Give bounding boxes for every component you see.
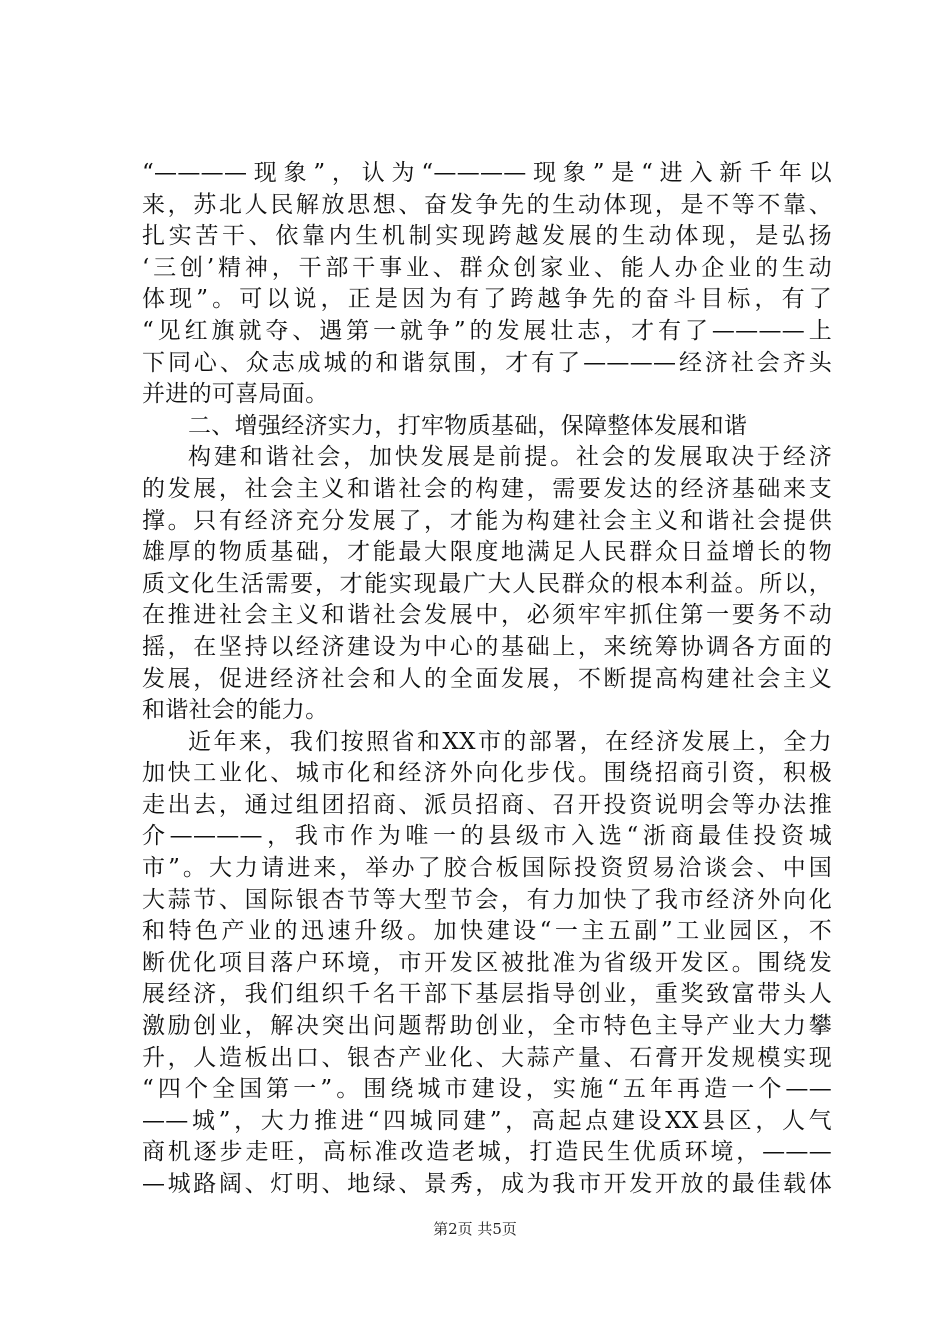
text-line: 近年来，我们按照省和XX市的部署，在经济发展上，全力: [188, 728, 832, 755]
text-line: 二、增强经济实力，打牢物质基础，保障整体发展和谐: [188, 412, 748, 439]
text-line: 的发展，社会主义和谐社会的构建，需要发达的经济基础来支: [142, 475, 832, 502]
text-line: 介————，我市作为唯一的县级市入选“浙商最佳投资城: [142, 823, 832, 850]
text-line: 下同心、众志成城的和谐氛围，才有了————经济社会齐头: [142, 349, 832, 376]
text-line: 展经济，我们组织千名干部下基层指导创业，重奖致富带头人: [142, 981, 832, 1008]
text-line: 市”。大力请进来，举办了胶合板国际投资贸易洽谈会、中国: [142, 855, 832, 882]
text-line: 摇，在坚持以经济建设为中心的基础上，来统筹协调各方面的: [142, 633, 832, 660]
text-line: “四个全国第一”。围绕城市建设，实施“五年再造一个——: [142, 1076, 832, 1103]
text-line: 体现”。可以说，正是因为有了跨越争先的奋斗目标，有了: [142, 286, 832, 313]
text-line: 撑。只有经济充分发展了，才能为构建社会主义和谐社会提供: [142, 507, 832, 534]
text-line: 商机逐步走旺，高标准改造老城，打造民生优质环境，———: [142, 1139, 832, 1166]
text-line: 和谐社会的能力。: [142, 697, 329, 724]
text-line: 断优化项目落户环境，市开发区被批准为省级开发区。围绕发: [142, 949, 832, 976]
text-line: 在推进社会主义和谐社会发展中，必须牢牢抓住第一要务不动: [142, 602, 832, 629]
text-line: 扎实苦干、依靠内生机制实现跨越发展的生动体现，是弘扬: [142, 223, 832, 250]
text-line: ——城”，大力推进“四城同建”，高起点建设XX县区，人气: [142, 1107, 832, 1134]
document-body: [142, 158, 832, 1201]
text-line: —城路阔、灯明、地绿、景秀，成为我市开发开放的最佳载体: [142, 1171, 832, 1197]
text-line: “————现象”，认为“————现象”是“进入新千年以: [142, 160, 832, 186]
text-line: 雄厚的物质基础，才能最大限度地满足人民群众日益增长的物: [142, 539, 832, 566]
page-number-footer: 第2页 共5页: [433, 1220, 517, 1238]
text-line: 大蒜节、国际银杏节等大型节会，有力加快了我市经济外向化: [142, 886, 832, 913]
text-line: 和特色产业的迅速升级。加快建设“一主五副”工业园区，不: [142, 918, 832, 945]
text-line: 加快工业化、城市化和经济外向化步伐。围绕招商引资，积极: [142, 760, 832, 787]
text-line: 走出去，通过组团招商、派员招商、召开投资说明会等办法推: [142, 791, 832, 818]
text-line: 质文化生活需要，才能实现最广大人民群众的根本利益。所以，: [142, 570, 832, 597]
text-line: 激励创业，解决突出问题帮助创业，全市特色主导产业大力攀: [142, 1013, 832, 1040]
text-line: 来，苏北人民解放思想、奋发争先的生动体现，是不等不靠、: [142, 191, 832, 218]
text-line: 发展，促进经济社会和人的全面发展，不断提高构建社会主义: [142, 665, 832, 692]
text-line: “见红旗就夺、遇第一就争”的发展壮志，才有了————上: [142, 317, 832, 344]
text-line: 构建和谐社会，加快发展是前提。社会的发展取决于经济: [188, 444, 832, 471]
text-line: ‘三创’精神，干部干事业、群众创家业、能人办企业的生动: [142, 254, 832, 281]
text-line: 升，人造板出口、银杏产业化、大蒜产量、石膏开发规模实现: [142, 1044, 832, 1071]
text-line: 并进的可喜局面。: [142, 381, 329, 408]
